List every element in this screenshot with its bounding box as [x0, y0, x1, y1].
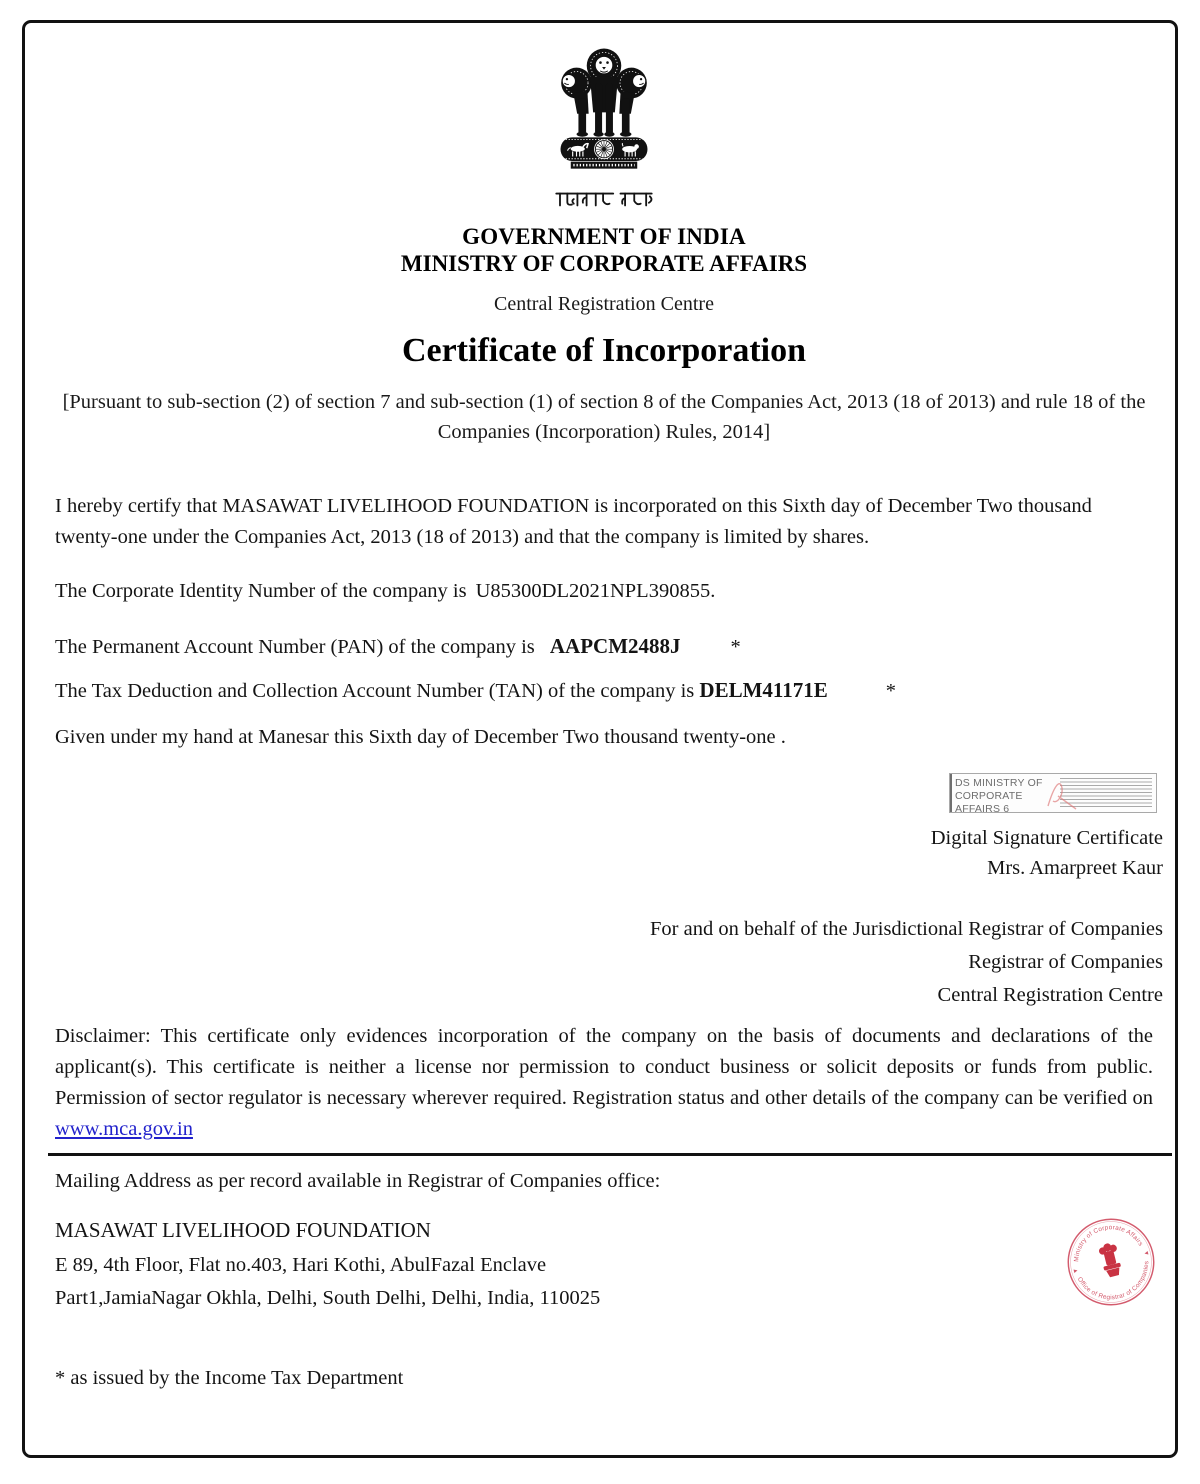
crc-line: Central Registration Centre: [937, 984, 1163, 1006]
dsc-signer-label: DS MINISTRY OF CORPORATE AFFAIRS 6: [950, 774, 1058, 812]
tan-footnote-marker: *: [885, 680, 897, 702]
disclaimer-paragraph: [55, 1021, 1153, 1145]
emblem-of-india-icon: [55, 37, 1153, 216]
on-behalf-line: For and on behalf of the Jurisdictional Registrar of Companies: [650, 918, 1163, 940]
signature-flourish-icon: [1046, 776, 1080, 812]
cin-value: U85300DL2021NPL390855.: [475, 580, 716, 602]
certificate-page: [22, 20, 1178, 1458]
mailing-address-heading: Mailing Address as per record available in Registrar of Companies office:: [55, 1170, 661, 1192]
registrar-line: Registrar of Companies: [968, 951, 1163, 973]
pan-label: The Permanent Account Number (PAN) of the company is: [55, 636, 535, 658]
mailing-company-name: MASAWAT LIVELIHOOD FOUNDATION: [55, 1218, 431, 1242]
mailing-address-line2: Part1,JamiaNagar Okhla, Delhi, South Delhi, Delhi, India, 110025: [55, 1287, 601, 1309]
dsc-signature-box: [949, 773, 1157, 813]
pan-footnote-marker: *: [730, 636, 741, 658]
certify-paragraph: I hereby certify that MASAWAT LIVELIHOOD FOUNDATION is incorporated on this Sixth day of December Two thousand twenty-one under the Companies Act, 2013 (18 of 2013) and that the company is limited by shares.: [55, 495, 1092, 548]
government-of-india-heading: GOVERNMENT OF INDIA: [462, 224, 746, 249]
income-tax-footnote: * as issued by the Income Tax Department: [55, 1367, 404, 1389]
certificate-title: Certificate of Incorporation: [401, 332, 807, 369]
pursuant-clause: [Pursuant to sub-section (2) of section 7 and sub-section (1) of section 8 of the Companies Act, 2013 (18 of 2013) and rule 18 of the Companies (Incorporation) Rules, 2014]: [62, 391, 1146, 443]
signer-name: Mrs. Amarpreet Kaur: [987, 857, 1163, 879]
pan-line: [55, 633, 1153, 660]
cin-line: [55, 579, 1153, 603]
mailing-address-line1: E 89, 4th Floor, Flat no.403, Hari Kothi, AbulFazal Enclave: [55, 1254, 547, 1276]
registrar-seal-stamp: [1061, 1212, 1161, 1312]
tan-line: [55, 677, 1153, 704]
given-under-hand-line: Given under my hand at Manesar this Sixth day of December Two thousand twenty-one .: [55, 726, 786, 748]
seal-pillar-emblem: [1098, 1241, 1124, 1278]
mca-website-link[interactable]: www.mca.gov.in: [55, 1118, 193, 1140]
pan-value: AAPCM2488J: [549, 634, 681, 658]
dsc-title-line: Digital Signature Certificate: [930, 827, 1163, 849]
mailing-address-section: [55, 1168, 1153, 1312]
cin-label: The Corporate Identity Number of the company is: [55, 580, 467, 602]
disclaimer-text: Disclaimer: This certificate only evidences incorporation of the company on the basis of documents and declarations of the applicant(s). This certificate is neither a license nor permission to conduct business or solicit deposits or funds from public. Permission of sector regulator is necessary wherever required. Registration status and other details of the company can be verified on: [55, 1025, 1153, 1109]
seal-arc-bottom-text: Office of Registrar of Companies: [1075, 1260, 1151, 1302]
tan-label: The Tax Deduction and Collection Account Number (TAN) of the company is: [55, 680, 695, 702]
central-registration-centre: Central Registration Centre: [494, 293, 714, 315]
tan-value: DELM41171E: [699, 678, 828, 702]
seal-arc-top-text: Ministry of Corporate Affairs: [1073, 1224, 1145, 1263]
section-divider: [48, 1153, 1172, 1156]
ministry-heading: MINISTRY OF CORPORATE AFFAIRS: [400, 251, 808, 276]
signing-authority-block: [55, 913, 1163, 1012]
satyameva-jayate-motto: [55, 189, 1153, 216]
